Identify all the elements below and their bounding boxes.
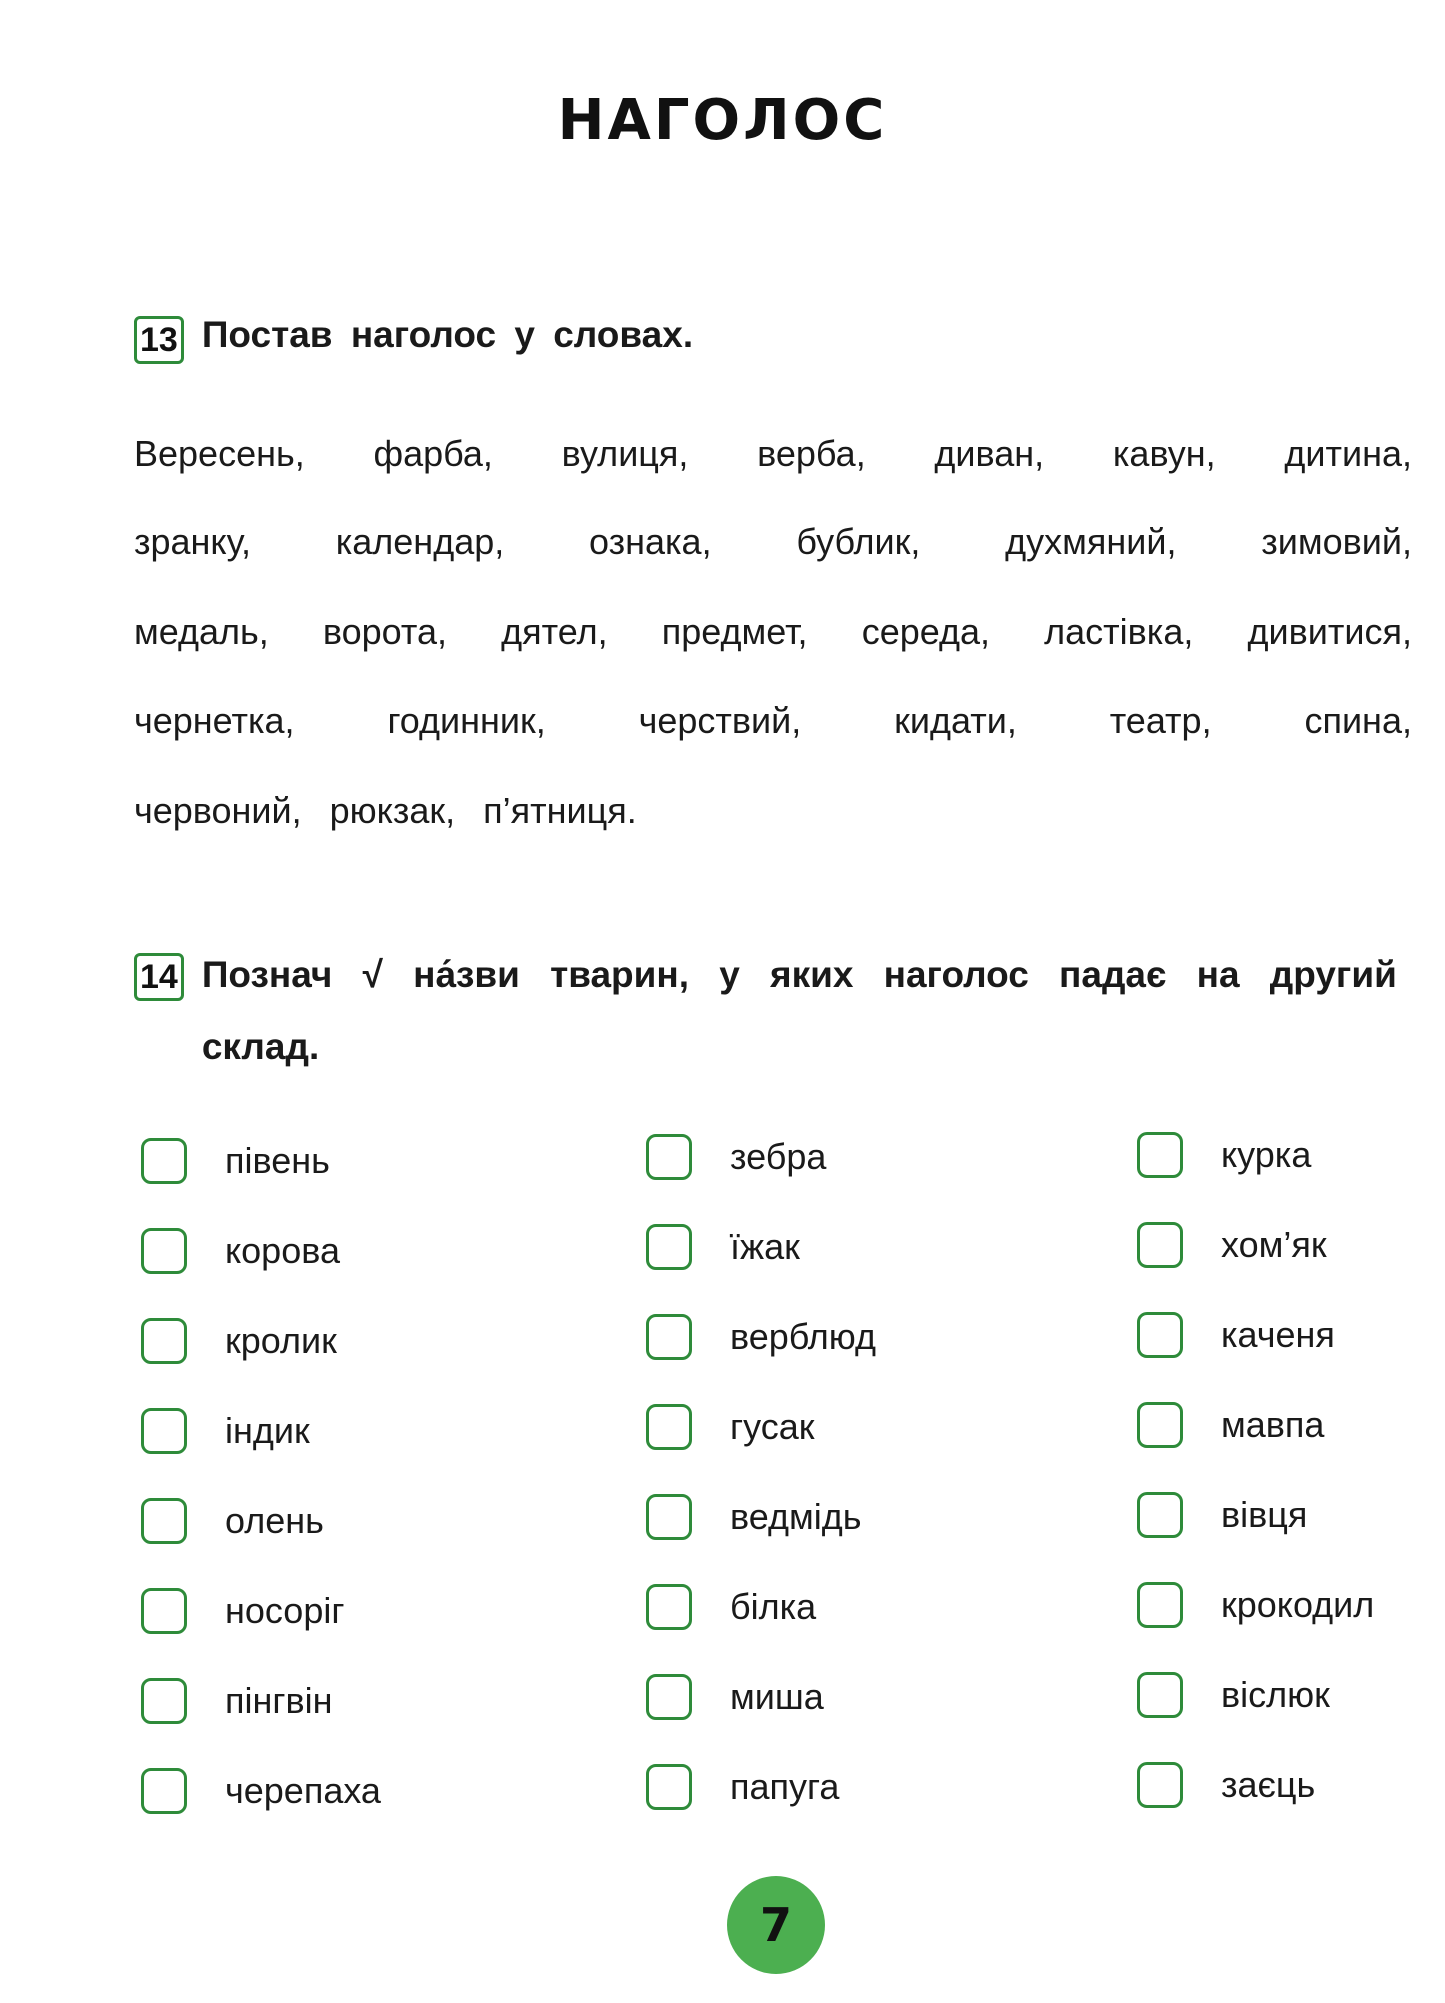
task-13-line bbox=[134, 700, 1412, 741]
stress-word: вулиця, bbox=[561, 433, 689, 474]
animal-label: гусак bbox=[730, 1406, 815, 1447]
animal-label: папуга bbox=[730, 1766, 840, 1807]
animal-option bbox=[1137, 1762, 1315, 1808]
stress-word: середа, bbox=[861, 611, 991, 652]
task-14-instruction: Познач √ на́зви тварин, у яких наголос падає на другий склад. bbox=[201, 954, 1397, 1067]
animal-option bbox=[646, 1764, 839, 1810]
stress-word: спина, bbox=[1304, 700, 1412, 741]
animal-label: ведмідь bbox=[730, 1496, 862, 1537]
page-title: НАГОЛОС bbox=[557, 88, 888, 153]
animal-option bbox=[1137, 1312, 1335, 1358]
animal-option bbox=[141, 1228, 340, 1274]
animal-option bbox=[141, 1678, 333, 1724]
stress-word: ворота, bbox=[322, 611, 448, 652]
stress-word: дивитися, bbox=[1247, 611, 1412, 652]
task-13-instruction: Постав наголос у словах. bbox=[201, 314, 694, 355]
animal-label: хом’як bbox=[1221, 1224, 1327, 1265]
checkbox[interactable] bbox=[141, 1678, 187, 1724]
stress-word: рюкзак, bbox=[329, 790, 456, 831]
stress-word: Вересень, bbox=[134, 433, 305, 474]
animal-label: їжак bbox=[730, 1226, 800, 1267]
checkbox[interactable] bbox=[646, 1584, 692, 1630]
checkbox[interactable] bbox=[1137, 1762, 1183, 1808]
stress-word: зимовий, bbox=[1261, 521, 1412, 562]
animal-label: заєць bbox=[1221, 1764, 1316, 1805]
animal-option bbox=[646, 1224, 800, 1270]
stress-word: годинник, bbox=[387, 700, 546, 741]
task-13-line bbox=[134, 611, 1412, 652]
animal-label: корова bbox=[225, 1230, 340, 1271]
checkbox[interactable] bbox=[1137, 1402, 1183, 1448]
stress-word: ознака, bbox=[588, 521, 712, 562]
task-14-header bbox=[134, 953, 1414, 1083]
animal-option bbox=[1137, 1402, 1324, 1448]
stress-word: зранку, bbox=[134, 521, 251, 562]
checkbox[interactable] bbox=[646, 1404, 692, 1450]
stress-word: дятел, bbox=[501, 611, 608, 652]
stress-word: духмяний, bbox=[1005, 521, 1177, 562]
stress-word: диван, bbox=[934, 433, 1045, 474]
task-13-header bbox=[134, 316, 693, 364]
stress-word: календар, bbox=[335, 521, 505, 562]
animal-option bbox=[1137, 1222, 1327, 1268]
checkbox[interactable] bbox=[646, 1224, 692, 1270]
animal-option bbox=[646, 1584, 816, 1630]
stress-word: черствий, bbox=[638, 700, 802, 741]
checkbox[interactable] bbox=[1137, 1132, 1183, 1178]
animal-label: миша bbox=[730, 1676, 824, 1717]
task-13-line bbox=[134, 790, 1412, 831]
animal-label: віслюк bbox=[1221, 1674, 1330, 1715]
animal-option bbox=[646, 1494, 861, 1540]
task-13-number: 13 bbox=[134, 316, 184, 364]
stress-word: предмет, bbox=[661, 611, 808, 652]
stress-word: чернетка, bbox=[134, 700, 295, 741]
animal-label: зебра bbox=[730, 1136, 827, 1177]
animal-label: верблюд bbox=[730, 1316, 876, 1357]
checkbox[interactable] bbox=[646, 1494, 692, 1540]
animal-option bbox=[1137, 1132, 1311, 1178]
animal-label: курка bbox=[1221, 1134, 1312, 1175]
animal-label: мавпа bbox=[1221, 1404, 1325, 1445]
animal-option bbox=[646, 1134, 826, 1180]
animal-option bbox=[1137, 1492, 1307, 1538]
animal-option bbox=[646, 1314, 876, 1360]
animal-label: каченя bbox=[1221, 1314, 1335, 1355]
checkbox[interactable] bbox=[141, 1408, 187, 1454]
animal-label: білка bbox=[730, 1586, 817, 1627]
checkbox[interactable] bbox=[1137, 1582, 1183, 1628]
stress-word: бублик, bbox=[796, 521, 921, 562]
checkbox[interactable] bbox=[646, 1314, 692, 1360]
stress-word: медаль, bbox=[134, 611, 269, 652]
stress-word: фарба, bbox=[373, 433, 493, 474]
animal-label: носоріг bbox=[225, 1590, 345, 1631]
stress-word: п’ятниця. bbox=[483, 790, 637, 831]
animal-option bbox=[141, 1408, 310, 1454]
animal-label: індик bbox=[225, 1410, 310, 1451]
animal-label: черепаха bbox=[225, 1770, 381, 1811]
animal-label: пінгвін bbox=[225, 1680, 333, 1721]
animal-label: вівця bbox=[1221, 1494, 1308, 1535]
animal-option bbox=[141, 1498, 324, 1544]
checkbox[interactable] bbox=[141, 1228, 187, 1274]
stress-word: верба, bbox=[757, 433, 866, 474]
checkbox[interactable] bbox=[1137, 1222, 1183, 1268]
animal-option bbox=[646, 1674, 824, 1720]
stress-word: ластівка, bbox=[1044, 611, 1194, 652]
checkbox[interactable] bbox=[141, 1498, 187, 1544]
animal-label: олень bbox=[225, 1500, 324, 1541]
animal-option bbox=[141, 1768, 381, 1814]
animal-option bbox=[1137, 1582, 1374, 1628]
animal-option bbox=[141, 1588, 344, 1634]
task-13-line bbox=[134, 521, 1412, 562]
task-14-number: 14 bbox=[134, 953, 184, 1001]
animal-option bbox=[1137, 1672, 1330, 1718]
stress-word: дитина, bbox=[1284, 433, 1412, 474]
animal-label: півень bbox=[225, 1140, 330, 1181]
stress-word: кавун, bbox=[1112, 433, 1216, 474]
animal-option bbox=[141, 1138, 330, 1184]
stress-word: червоний, bbox=[134, 790, 302, 831]
checkbox[interactable] bbox=[141, 1588, 187, 1634]
checkbox[interactable] bbox=[646, 1134, 692, 1180]
task-13-line bbox=[134, 433, 1412, 474]
animal-label: кролик bbox=[225, 1320, 337, 1361]
checkbox[interactable] bbox=[1137, 1312, 1183, 1358]
checkbox[interactable] bbox=[141, 1318, 187, 1364]
stress-word: театр, bbox=[1109, 700, 1212, 741]
checkbox[interactable] bbox=[1137, 1672, 1183, 1718]
page-number: 7 bbox=[727, 1876, 825, 1974]
checkbox[interactable] bbox=[1137, 1492, 1183, 1538]
stress-word: кидати, bbox=[894, 700, 1017, 741]
animal-label: крокодил bbox=[1221, 1584, 1375, 1625]
animal-option bbox=[646, 1404, 815, 1450]
animal-option bbox=[141, 1318, 337, 1364]
checkbox[interactable] bbox=[141, 1138, 187, 1184]
checkbox[interactable] bbox=[141, 1768, 187, 1814]
checkbox[interactable] bbox=[646, 1764, 692, 1810]
checkbox[interactable] bbox=[646, 1674, 692, 1720]
